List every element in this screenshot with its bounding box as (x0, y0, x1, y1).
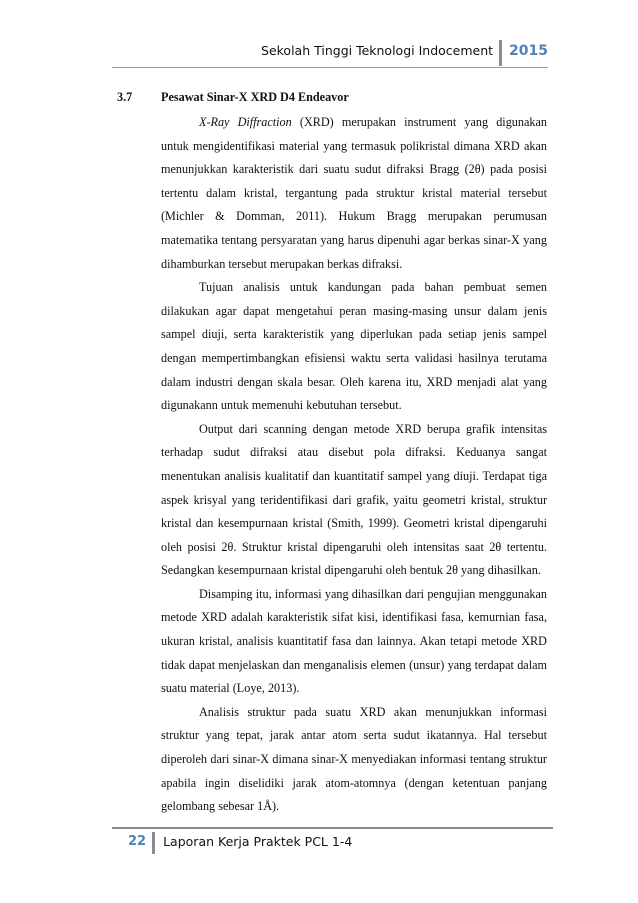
section-body (117, 89, 547, 819)
footer-divider (112, 827, 553, 829)
paragraph (161, 701, 547, 819)
paragraph-text: (XRD) merupakan instrument yang digunakan untuk mengidentifikasi material yang termasuk polikristal dimana XRD akan menunjukkan karakteristik dari suatu sudut difraksi Bragg (2θ) pada posisi tertentu dalam kristal, tergantung pada struktur kristal material tersebut (Michler & Domman, 2011). Hukum Bragg merupakan perumusan matematika tentang persyaratan yang harus dipenuhi agar berkas sinar-X yang dihamburkan tersebut merupakan berkas difraksi. (161, 115, 547, 271)
page-header (261, 40, 548, 66)
page-footer (128, 832, 352, 854)
paragraph-text: Disamping itu, informasi yang dihasilkan dari pengujian menggunakan metode XRD adalah karakteristik sifat kisi, identifikasi fasa, kemurnian fasa, ukuran kristal, analisis kuantitatif fasa dan lainnya. Akan tetapi metode XRD tidak dapat menjelaskan dan menganalisis elemen (unsur) yang terdapat dalam suatu material (Loye, 2013). (161, 586, 547, 696)
section-title: Pesawat Sinar-X XRD D4 Endeavor (161, 90, 349, 104)
paragraph-text: Output dari scanning dengan metode XRD berupa grafik intensitas terhadap sudut difraksi atau disebut pola difraksi. Keduanya sangat menentukan analisis kualitatif dan kuantitatif sampel yang diuji. Terdapat tiga aspek krisyal yang teridentifikasi dari grafik, yaitu geometri kristal, struktur kristal dan kesempurnaan kristal (Smith, 1999). Geometri kristal dipengaruhi oleh posisi 2θ. Struktur kristal dipengaruhi oleh intensitas saat 2θ tertentu. Sedangkan kesempurnaan kristal dipengaruhi oleh bentuk 2θ yang dihasilkan. (161, 421, 547, 578)
header-year: 2015 (499, 40, 548, 66)
paragraph-text: Tujuan analisis untuk kandungan pada bahan pembuat semen dilakukan agar dapat mengetahui peran masing-masing unsur dalam jenis sampel diuji, serta karakteristik yang diperlukan pada setiap jenis sampel dengan mempertimbangkan efisiensi waktu serta validasi hasilnya terutama dalam industri dengan skala besar. Oleh karena itu, XRD menjadi alat yang digunakann untuk memenuhi kebutuhan tersebut. (161, 280, 547, 413)
paragraph (161, 418, 547, 583)
header-divider (112, 67, 548, 68)
section-number: 3.7 (117, 90, 133, 104)
header-title: Sekolah Tinggi Teknologi Indocement (261, 43, 494, 58)
paragraph-text: Analisis struktur pada suatu XRD akan menunjukkan informasi struktur yang tepat, jarak antar atom serta sudut ikatannya. Hal tersebut diperoleh dari sinar-X dimana sinar-X menyediakan informasi tentang struktur apabila ingin diselidiki jarak atom-atomnya (dengan ketentuan panjang gelombang sebesar 1Å). (161, 704, 547, 814)
paragraph-italic-lead: X-Ray Diffraction (199, 115, 292, 129)
page-number: 22 (128, 834, 147, 849)
footer-title: Laporan Kerja Praktek PCL 1-4 (152, 832, 352, 854)
paragraph (161, 111, 547, 276)
paragraph (161, 276, 547, 418)
paragraph (161, 583, 547, 701)
section-heading (117, 89, 547, 105)
